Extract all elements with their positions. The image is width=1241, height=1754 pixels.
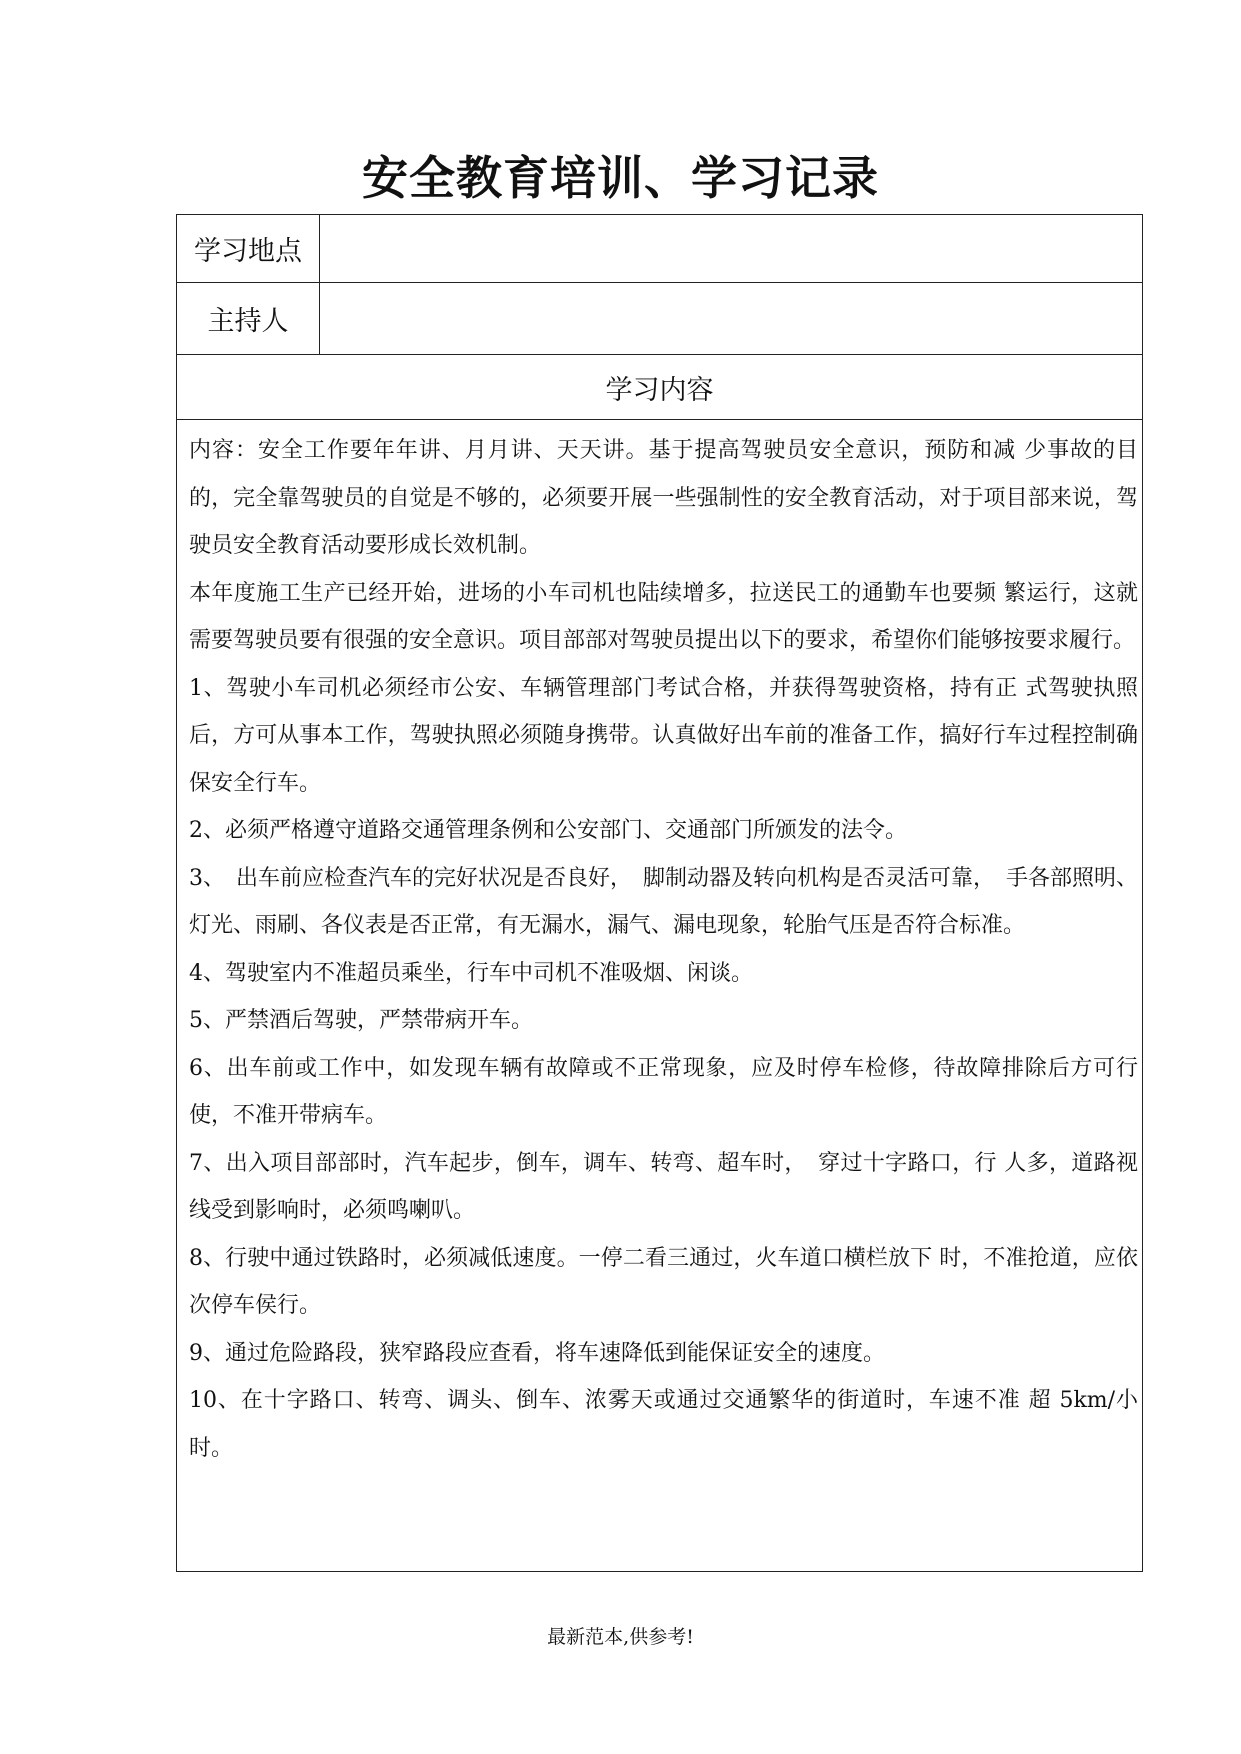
rule-9: 9、通过危险路段，狭窄路段应查看，将车速降低到能保证安全的速度。 xyxy=(189,1340,885,1366)
content-heading-row xyxy=(177,355,1142,420)
rule-7: 7、出入项目部部时，汽车起步，倒车，调车、转弯、超车时， 穿过十字路口，行 人多，道路视线受到影响时，必须鸣喇叭。 xyxy=(189,1150,1138,1223)
rule-6: 6、出车前或工作中，如发现车辆有故障或不正常现象，应及时停车检修，待故障排除后方可行使，不准开带病车。 xyxy=(189,1055,1138,1128)
host-value[interactable] xyxy=(320,283,1142,354)
rule-10: 10、在十字路口、转弯、调头、倒车、浓雾天或通过交通繁华的街道时，车速不准 超 5km/小时。 xyxy=(189,1388,1138,1461)
paragraph-intro: 内容：安全工作要年年讲、月月讲、天天讲。基于提高驾驶员安全意识，预防和减 少事故的目的，完全靠驾驶员的自觉是不够的，必须要开展一些强制性的安全教育活动，对于项目部来说，驾驶员安全教育活动要形成长效机制。 xyxy=(189,438,1138,558)
document-title: 安全教育培训、学习记录 xyxy=(362,151,879,205)
rule-8: 8、行驶中通过铁路时，必须减低速度。一停二看三通过，火车道口横栏放下 时，不准抢道，应依次停车侯行。 xyxy=(189,1245,1138,1318)
rule-5: 5、严禁酒后驾驶，严禁带病开车。 xyxy=(189,1008,533,1033)
host-label: 主持人 xyxy=(177,283,320,354)
record-form xyxy=(176,214,1143,1572)
rule-3: 3、 出车前应检查汽车的完好状况是否良好， 脚制动器及转向机构是否灵活可靠， 手各部照明、灯光、雨刷、各仪表是否正常，有无漏水，漏气、漏电现象，轮胎气压是否符合标准。 xyxy=(189,865,1139,938)
content-body xyxy=(189,427,1138,1472)
rule-2: 2、必须严格遵守道路交通管理条例和公安部门、交通部门所颁发的法令。 xyxy=(189,818,907,843)
section-heading: 学习内容 xyxy=(605,374,714,406)
paragraph-context: 本年度施工生产已经开始，进场的小车司机也陆续增多，拉送民工的通勤车也要频 繁运行，这就需要驾驶员要有很强的安全意识。项目部部对驾驶员提出以下的要求，希望你们能够按要求履行。 xyxy=(189,580,1138,653)
location-row xyxy=(177,215,1142,283)
host-row xyxy=(177,283,1142,355)
location-value[interactable] xyxy=(320,215,1142,282)
location-label: 学习地点 xyxy=(177,215,320,282)
rule-4: 4、驾驶室内不准超员乘坐，行车中司机不准吸烟、闲谈。 xyxy=(189,960,753,986)
rule-1: 1、驾驶小车司机必须经市公安、车辆管理部门考试合格，并获得驾驶资格，持有正 式驾驶执照后，方可从事本工作，驾驶执照必须随身携带。认真做好出车前的准备工作，搞好行车过程控制确保安全行车。 xyxy=(189,675,1138,796)
footer-note: 最新范本,供参考! xyxy=(547,1626,694,1648)
